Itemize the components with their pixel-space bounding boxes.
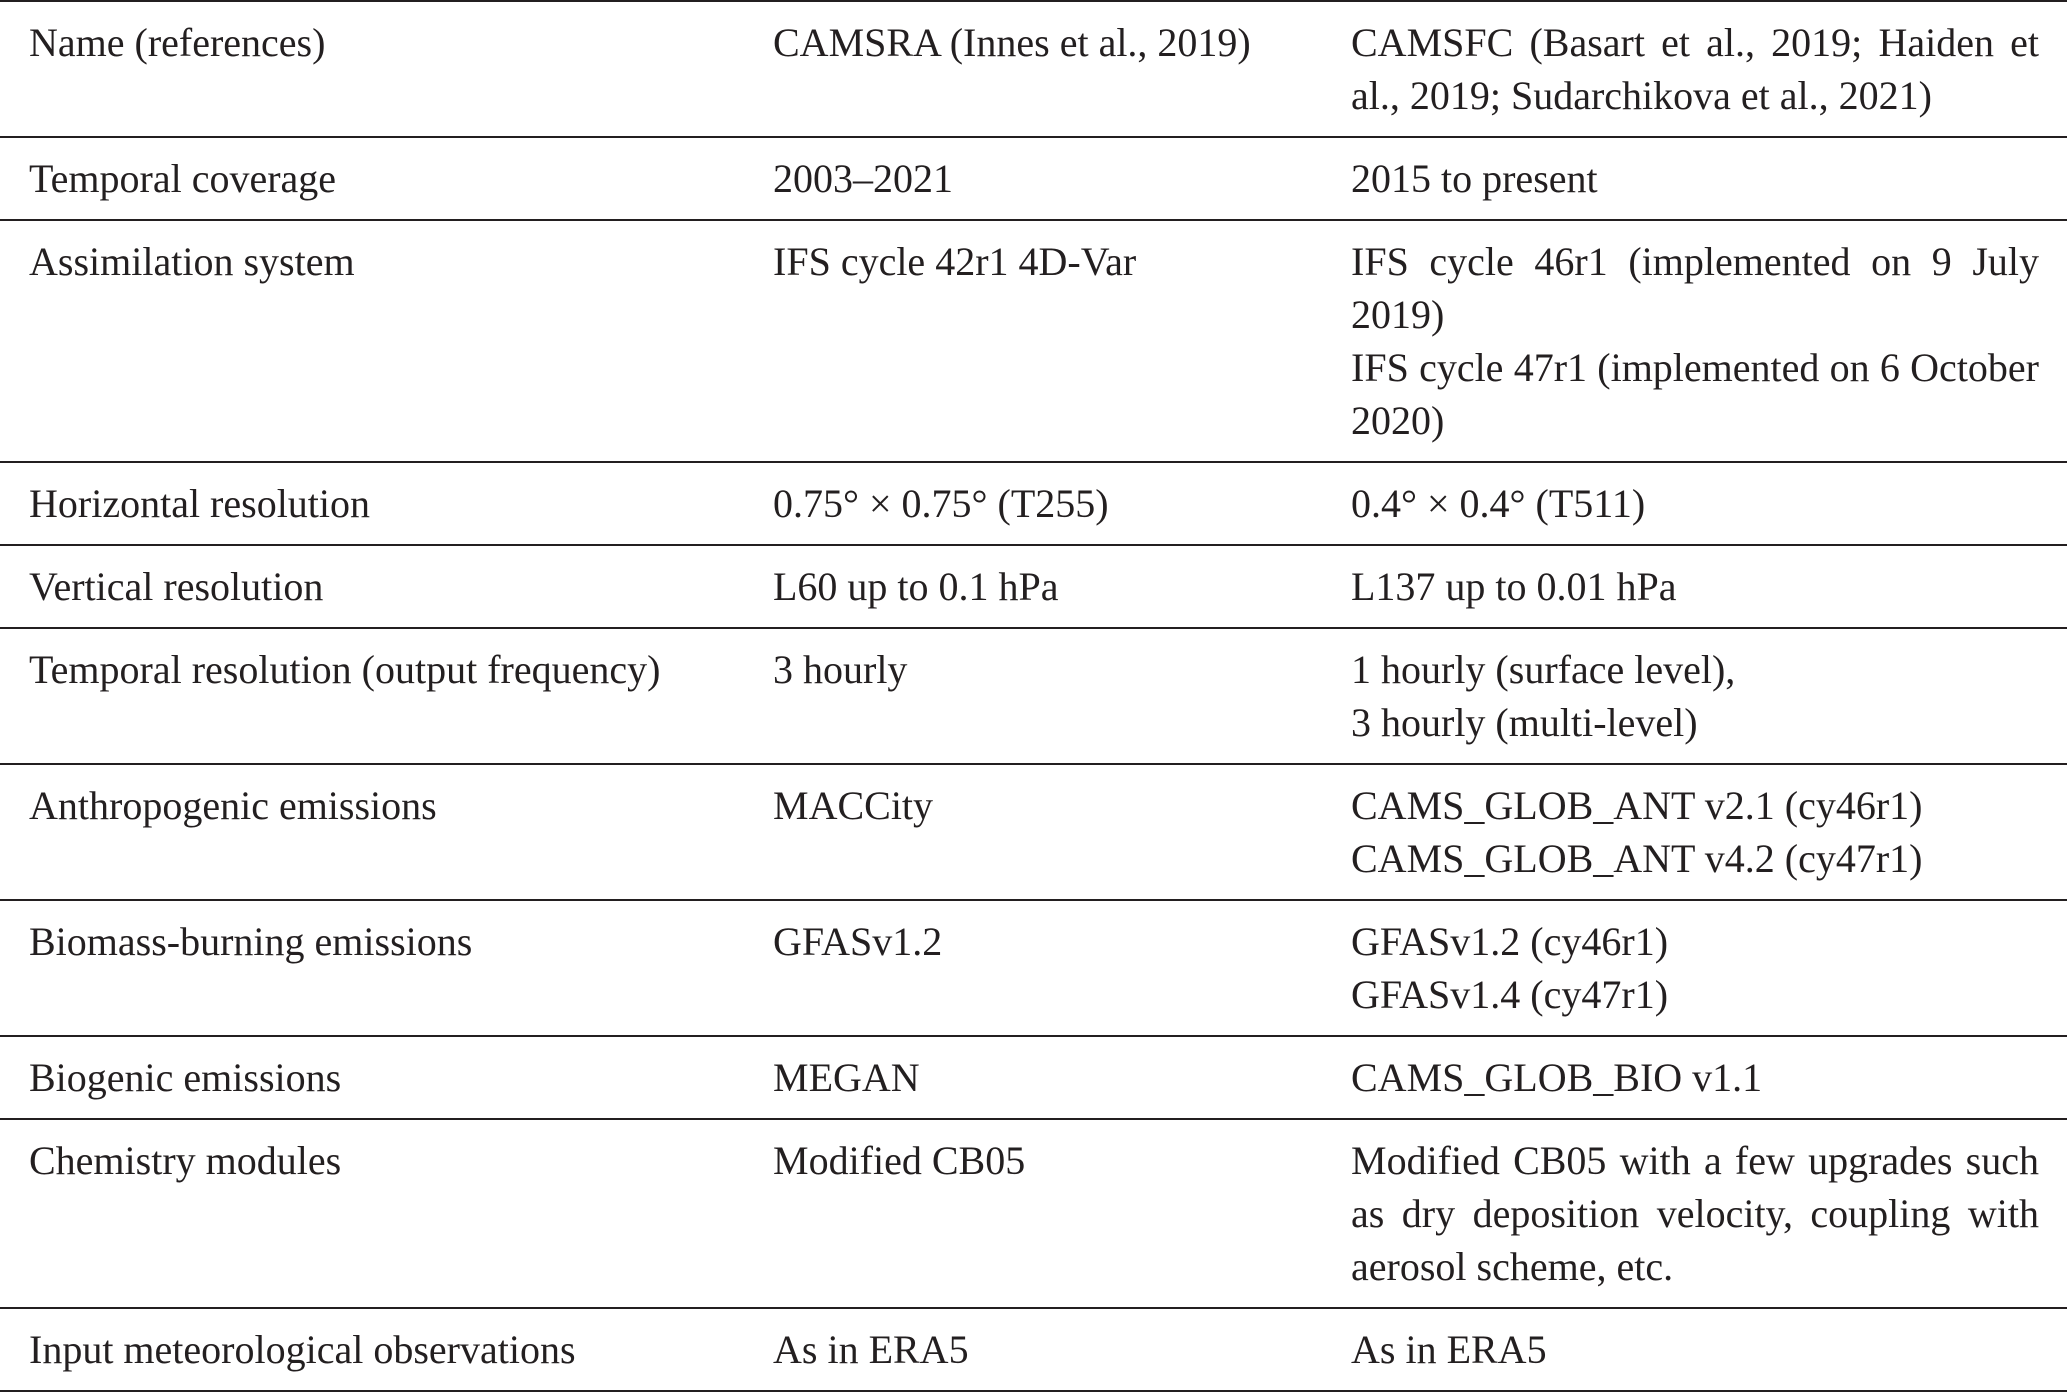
camsfc-line: 2015 to present bbox=[1351, 156, 1598, 201]
row-label: Biomass-burning emissions bbox=[29, 919, 473, 964]
camsfc-value bbox=[1351, 1, 2067, 137]
camsra-value: MEGAN bbox=[773, 1055, 920, 1100]
camsfc-line: 1 hourly (surface level), bbox=[1351, 647, 1736, 692]
camsfc-line: CAMS_GLOB_BIO v1.1 bbox=[1351, 1055, 1763, 1100]
camsfc-line: IFS cycle 46r1 (implemented on 9 July 2019) bbox=[1351, 239, 2039, 337]
row-label: Vertical resolution bbox=[29, 564, 324, 609]
camsfc-line: CAMS_GLOB_ANT v4.2 (cy47r1) bbox=[1351, 836, 1923, 881]
row-label: Chemistry modules bbox=[29, 1138, 342, 1183]
camsra-value: 3 hourly bbox=[773, 647, 908, 692]
camsfc-line: CAMS_GLOB_ANT v2.1 (cy46r1) bbox=[1351, 783, 1923, 828]
camsfc-value bbox=[1351, 900, 2067, 1036]
camsra-value: CAMSRA (Innes et al., 2019) bbox=[773, 20, 1251, 65]
table-row-biomass-burning-emissions bbox=[0, 900, 2067, 1036]
camsfc-value bbox=[1351, 1308, 2067, 1391]
camsfc-line: IFS cycle 47r1 (implemented on 6 October 2020) bbox=[1351, 345, 2039, 443]
camsra-value: IFS cycle 42r1 4D-Var bbox=[773, 239, 1137, 284]
row-label: Biogenic emissions bbox=[29, 1055, 342, 1100]
camsfc-line: L137 up to 0.01 hPa bbox=[1351, 564, 1677, 609]
camsfc-value bbox=[1351, 1036, 2067, 1119]
row-label: Anthropogenic emissions bbox=[29, 783, 437, 828]
table-row-biogenic-emissions bbox=[0, 1036, 2067, 1119]
row-label: Horizontal resolution bbox=[29, 481, 371, 526]
table-row-temporal-coverage bbox=[0, 137, 2067, 220]
camsra-value: 0.75° × 0.75° (T255) bbox=[773, 481, 1109, 526]
row-label: Assimilation system bbox=[29, 239, 355, 284]
row-label: Name (references) bbox=[29, 20, 326, 65]
camsfc-value bbox=[1351, 1119, 2067, 1308]
table-row-anthropogenic-emissions bbox=[0, 764, 2067, 900]
camsra-value: L60 up to 0.1 hPa bbox=[773, 564, 1059, 609]
camsfc-line: GFASv1.2 (cy46r1) bbox=[1351, 919, 1669, 964]
camsfc-value bbox=[1351, 137, 2067, 220]
camsfc-line: 3 hourly (multi-level) bbox=[1351, 700, 1698, 745]
camsfc-line: 0.4° × 0.4° (T511) bbox=[1351, 481, 1646, 526]
camsfc-value bbox=[1351, 220, 2067, 462]
camsfc-line: As in ERA5 bbox=[1351, 1327, 1547, 1372]
camsra-value: 2003–2021 bbox=[773, 156, 953, 201]
table-row-name bbox=[0, 1, 2067, 137]
camsfc-value bbox=[1351, 764, 2067, 900]
camsra-value: Modified CB05 bbox=[773, 1138, 1026, 1183]
table-row-horizontal-resolution bbox=[0, 462, 2067, 545]
camsra-value: GFASv1.2 bbox=[773, 919, 943, 964]
camsfc-line: Modified CB05 with a few upgrades such as dry deposition velocity, coupling with aerosol scheme, etc. bbox=[1351, 1138, 2039, 1289]
camsfc-line: CAMSFC (Basart et al., 2019; Haiden et al., 2019; Sudarchikova et al., 2021) bbox=[1351, 20, 2039, 118]
table-row-temporal-resolution bbox=[0, 628, 2067, 764]
camsra-value: MACCity bbox=[773, 783, 934, 828]
row-label: Temporal resolution (output frequency) bbox=[29, 647, 661, 692]
table-row-assimilation-system bbox=[0, 220, 2067, 462]
row-label: Input meteorological observations bbox=[29, 1327, 576, 1372]
row-label: Temporal coverage bbox=[29, 156, 337, 201]
camsfc-value bbox=[1351, 628, 2067, 764]
table-row-chemistry-modules bbox=[0, 1119, 2067, 1308]
table-row-input-observations bbox=[0, 1308, 2067, 1391]
table-row-vertical-resolution bbox=[0, 545, 2067, 628]
camsfc-value bbox=[1351, 545, 2067, 628]
camsfc-line: GFASv1.4 (cy47r1) bbox=[1351, 972, 1669, 1017]
camsra-value: As in ERA5 bbox=[773, 1327, 969, 1372]
camsfc-value bbox=[1351, 462, 2067, 545]
